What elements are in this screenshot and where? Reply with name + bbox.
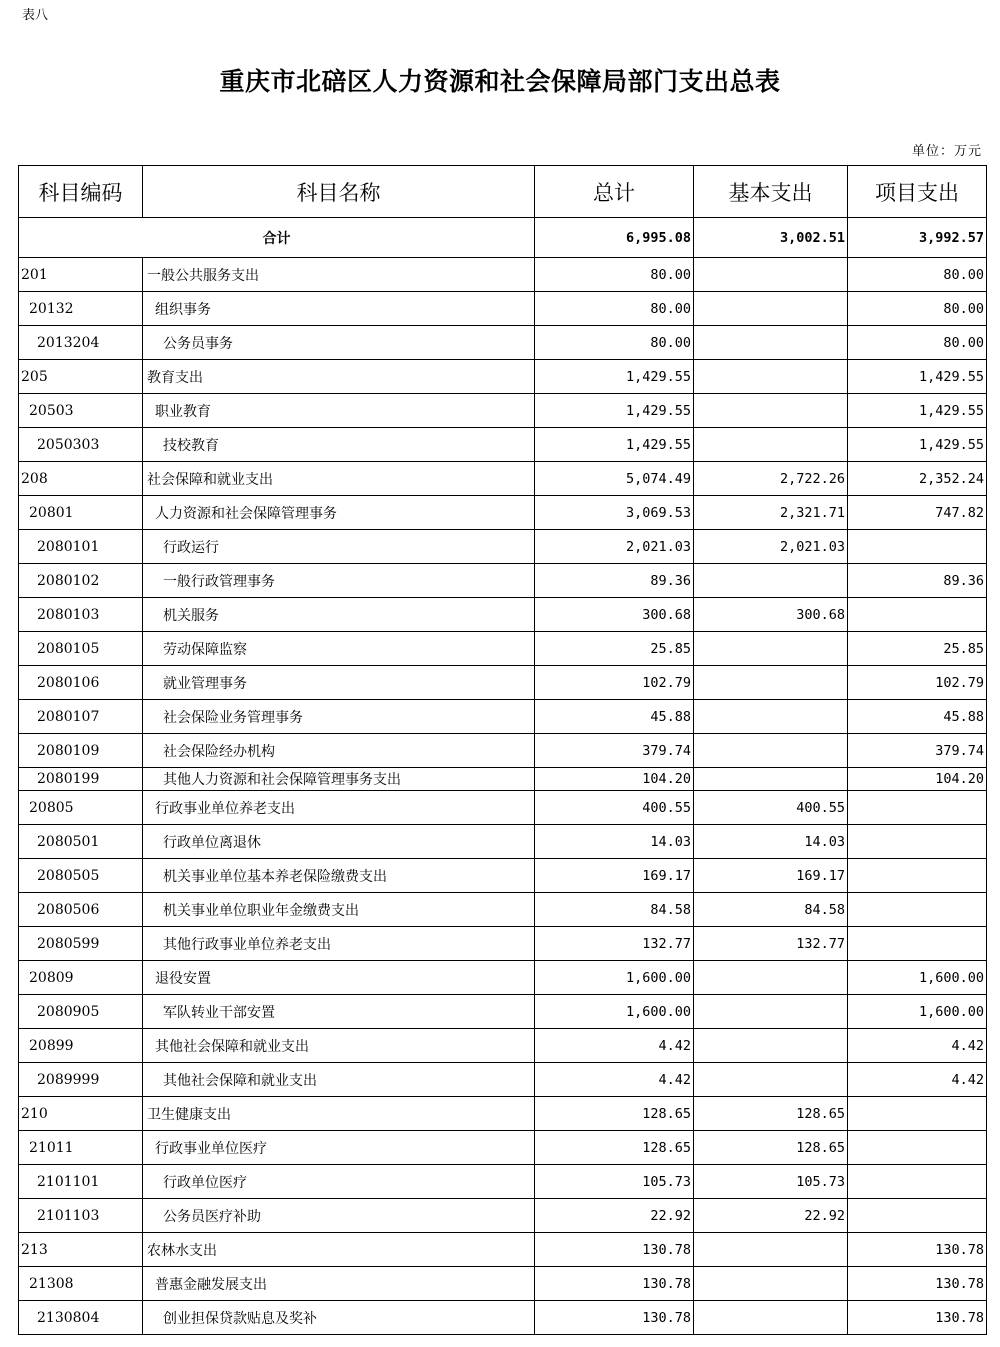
- row-basic: [694, 360, 848, 394]
- row-total: 89.36: [535, 564, 694, 598]
- row-name: 社会保险经办机构: [143, 734, 535, 768]
- row-code: 2050303: [19, 428, 143, 462]
- row-basic: [694, 700, 848, 734]
- row-basic: [694, 428, 848, 462]
- row-basic: [694, 1233, 848, 1267]
- table-label: 表八: [22, 8, 49, 23]
- table-row: [19, 893, 987, 927]
- row-basic: 132.77: [694, 927, 848, 961]
- header-code: 科目编码: [19, 166, 143, 218]
- row-total: 1,429.55: [535, 360, 694, 394]
- table-row: [19, 394, 987, 428]
- row-basic: [694, 1301, 848, 1335]
- row-total: 80.00: [535, 326, 694, 360]
- row-code: 20503: [19, 394, 143, 428]
- row-name: 行政事业单位养老支出: [143, 791, 535, 825]
- row-total: 5,074.49: [535, 462, 694, 496]
- row-name: 其他社会保障和就业支出: [143, 1029, 535, 1063]
- row-basic: [694, 258, 848, 292]
- row-basic: [694, 1029, 848, 1063]
- row-project: 89.36: [848, 564, 987, 598]
- table-row: [19, 927, 987, 961]
- table-row: [19, 1165, 987, 1199]
- row-code: 201: [19, 258, 143, 292]
- row-total: 128.65: [535, 1131, 694, 1165]
- row-code: 205: [19, 360, 143, 394]
- row-code: 20132: [19, 292, 143, 326]
- row-code: 2080905: [19, 995, 143, 1029]
- row-total: 169.17: [535, 859, 694, 893]
- row-total: 14.03: [535, 825, 694, 859]
- row-basic: [694, 961, 848, 995]
- row-total: 4.42: [535, 1063, 694, 1097]
- table-row: [19, 961, 987, 995]
- row-basic: 2,321.71: [694, 496, 848, 530]
- row-project: 4.42: [848, 1063, 987, 1097]
- header-row: [19, 166, 987, 218]
- row-name: 农林水支出: [143, 1233, 535, 1267]
- row-basic: 2,021.03: [694, 530, 848, 564]
- row-project: 1,429.55: [848, 360, 987, 394]
- row-name: 劳动保障监察: [143, 632, 535, 666]
- row-total: 3,069.53: [535, 496, 694, 530]
- table-row: [19, 326, 987, 360]
- row-code: 20809: [19, 961, 143, 995]
- row-total: 80.00: [535, 292, 694, 326]
- row-code: 2101103: [19, 1199, 143, 1233]
- row-project: 80.00: [848, 292, 987, 326]
- row-code: 2080505: [19, 859, 143, 893]
- row-code: 2080102: [19, 564, 143, 598]
- row-name: 一般公共服务支出: [143, 258, 535, 292]
- table-row: [19, 258, 987, 292]
- row-project: 1,429.55: [848, 394, 987, 428]
- row-project: 2,352.24: [848, 462, 987, 496]
- table-row: [19, 859, 987, 893]
- table-row: [19, 462, 987, 496]
- row-project: [848, 1131, 987, 1165]
- row-code: 20801: [19, 496, 143, 530]
- row-project: [848, 1165, 987, 1199]
- row-total: 102.79: [535, 666, 694, 700]
- row-code: 2089999: [19, 1063, 143, 1097]
- row-name: 组织事务: [143, 292, 535, 326]
- row-code: 213: [19, 1233, 143, 1267]
- row-code: 2080199: [19, 768, 143, 791]
- row-basic: 2,722.26: [694, 462, 848, 496]
- row-project: 130.78: [848, 1301, 987, 1335]
- table-row: [19, 1097, 987, 1131]
- table-row: [19, 700, 987, 734]
- table-row: [19, 1063, 987, 1097]
- row-project: 102.79: [848, 666, 987, 700]
- row-code: 2080101: [19, 530, 143, 564]
- row-total: 400.55: [535, 791, 694, 825]
- row-basic: 84.58: [694, 893, 848, 927]
- row-name: 机关事业单位基本养老保险缴费支出: [143, 859, 535, 893]
- row-name: 机关事业单位职业年金缴费支出: [143, 893, 535, 927]
- row-basic: [694, 995, 848, 1029]
- row-code: 2101101: [19, 1165, 143, 1199]
- header-name: 科目名称: [143, 166, 535, 218]
- row-code: 20805: [19, 791, 143, 825]
- total-basic: 3,002.51: [694, 218, 848, 258]
- row-name: 退役安置: [143, 961, 535, 995]
- row-basic: [694, 768, 848, 791]
- row-project: 130.78: [848, 1267, 987, 1301]
- header-total: 总计: [535, 166, 694, 218]
- row-basic: 14.03: [694, 825, 848, 859]
- row-project: 1,600.00: [848, 995, 987, 1029]
- row-project: 80.00: [848, 258, 987, 292]
- row-name: 社会保险业务管理事务: [143, 700, 535, 734]
- row-project: [848, 893, 987, 927]
- row-project: [848, 859, 987, 893]
- row-total: 25.85: [535, 632, 694, 666]
- total-project: 3,992.57: [848, 218, 987, 258]
- row-code: 21308: [19, 1267, 143, 1301]
- row-name: 行政单位离退休: [143, 825, 535, 859]
- row-total: 300.68: [535, 598, 694, 632]
- row-total: 105.73: [535, 1165, 694, 1199]
- row-basic: [694, 1063, 848, 1097]
- row-basic: [694, 394, 848, 428]
- row-basic: 400.55: [694, 791, 848, 825]
- table-row: [19, 428, 987, 462]
- row-basic: 22.92: [694, 1199, 848, 1233]
- row-total: 128.65: [535, 1097, 694, 1131]
- row-project: [848, 791, 987, 825]
- row-code: 2130804: [19, 1301, 143, 1335]
- row-code: 2080501: [19, 825, 143, 859]
- row-basic: 169.17: [694, 859, 848, 893]
- table-row: [19, 360, 987, 394]
- row-total: 130.78: [535, 1301, 694, 1335]
- page-title: 重庆市北碚区人力资源和社会保障局部门支出总表: [219, 67, 781, 96]
- table-row: [19, 791, 987, 825]
- table-row: [19, 768, 987, 791]
- row-project: 747.82: [848, 496, 987, 530]
- row-basic: [694, 564, 848, 598]
- table-row: [19, 1267, 987, 1301]
- row-project: 1,600.00: [848, 961, 987, 995]
- row-name: 人力资源和社会保障管理事务: [143, 496, 535, 530]
- total-total: 6,995.08: [535, 218, 694, 258]
- row-name: 教育支出: [143, 360, 535, 394]
- row-project: [848, 598, 987, 632]
- row-name: 一般行政管理事务: [143, 564, 535, 598]
- table-row: [19, 1233, 987, 1267]
- row-name: 创业担保贷款贴息及奖补: [143, 1301, 535, 1335]
- table-row: [19, 1131, 987, 1165]
- row-project: 379.74: [848, 734, 987, 768]
- row-project: 4.42: [848, 1029, 987, 1063]
- table-row: [19, 632, 987, 666]
- row-code: 208: [19, 462, 143, 496]
- header-basic: 基本支出: [694, 166, 848, 218]
- table-row: [19, 564, 987, 598]
- row-code: 2013204: [19, 326, 143, 360]
- row-project: [848, 1097, 987, 1131]
- row-total: 84.58: [535, 893, 694, 927]
- row-name: 其他社会保障和就业支出: [143, 1063, 535, 1097]
- row-total: 130.78: [535, 1267, 694, 1301]
- total-row: [19, 218, 987, 258]
- row-project: 104.20: [848, 768, 987, 791]
- row-total: 4.42: [535, 1029, 694, 1063]
- row-basic: 105.73: [694, 1165, 848, 1199]
- row-name: 就业管理事务: [143, 666, 535, 700]
- table-row: [19, 1029, 987, 1063]
- row-project: 130.78: [848, 1233, 987, 1267]
- row-code: 2080107: [19, 700, 143, 734]
- row-name: 职业教育: [143, 394, 535, 428]
- total-label: 合计: [19, 218, 535, 258]
- row-total: 22.92: [535, 1199, 694, 1233]
- row-project: 25.85: [848, 632, 987, 666]
- row-total: 2,021.03: [535, 530, 694, 564]
- row-name: 技校教育: [143, 428, 535, 462]
- row-name: 机关服务: [143, 598, 535, 632]
- row-code: 2080105: [19, 632, 143, 666]
- row-name: 卫生健康支出: [143, 1097, 535, 1131]
- table-row: [19, 598, 987, 632]
- row-project: [848, 927, 987, 961]
- row-name: 社会保障和就业支出: [143, 462, 535, 496]
- row-basic: [694, 632, 848, 666]
- row-code: 20899: [19, 1029, 143, 1063]
- table-row: [19, 1199, 987, 1233]
- row-name: 公务员事务: [143, 326, 535, 360]
- row-name: 其他人力资源和社会保障管理事务支出: [143, 768, 535, 791]
- expenditure-table: [18, 165, 987, 1335]
- row-code: 2080103: [19, 598, 143, 632]
- row-project: [848, 530, 987, 564]
- table-row: [19, 496, 987, 530]
- row-code: 2080106: [19, 666, 143, 700]
- row-code: 2080109: [19, 734, 143, 768]
- row-basic: [694, 292, 848, 326]
- row-name: 军队转业干部安置: [143, 995, 535, 1029]
- row-basic: 128.65: [694, 1131, 848, 1165]
- row-project: 80.00: [848, 326, 987, 360]
- row-code: 2080506: [19, 893, 143, 927]
- row-total: 130.78: [535, 1233, 694, 1267]
- header-project: 项目支出: [848, 166, 987, 218]
- table-row: [19, 1301, 987, 1335]
- row-total: 1,429.55: [535, 428, 694, 462]
- row-project: [848, 1199, 987, 1233]
- table-row: [19, 995, 987, 1029]
- row-name: 普惠金融发展支出: [143, 1267, 535, 1301]
- table-row: [19, 666, 987, 700]
- row-total: 1,600.00: [535, 961, 694, 995]
- row-total: 1,429.55: [535, 394, 694, 428]
- row-project: 45.88: [848, 700, 987, 734]
- row-basic: [694, 666, 848, 700]
- row-code: 21011: [19, 1131, 143, 1165]
- row-basic: [694, 326, 848, 360]
- row-code: 2080599: [19, 927, 143, 961]
- row-basic: 128.65: [694, 1097, 848, 1131]
- table-row: [19, 530, 987, 564]
- row-total: 80.00: [535, 258, 694, 292]
- row-name: 行政运行: [143, 530, 535, 564]
- row-name: 其他行政事业单位养老支出: [143, 927, 535, 961]
- row-total: 379.74: [535, 734, 694, 768]
- row-total: 45.88: [535, 700, 694, 734]
- row-basic: [694, 1267, 848, 1301]
- table-row: [19, 825, 987, 859]
- row-code: 210: [19, 1097, 143, 1131]
- row-basic: 300.68: [694, 598, 848, 632]
- row-project: 1,429.55: [848, 428, 987, 462]
- row-name: 行政事业单位医疗: [143, 1131, 535, 1165]
- row-project: [848, 825, 987, 859]
- row-total: 1,600.00: [535, 995, 694, 1029]
- row-total: 132.77: [535, 927, 694, 961]
- row-name: 行政单位医疗: [143, 1165, 535, 1199]
- row-basic: [694, 734, 848, 768]
- table-row: [19, 292, 987, 326]
- table-row: [19, 734, 987, 768]
- row-total: 104.20: [535, 768, 694, 791]
- unit-label: 单位：万元: [911, 144, 982, 159]
- row-name: 公务员医疗补助: [143, 1199, 535, 1233]
